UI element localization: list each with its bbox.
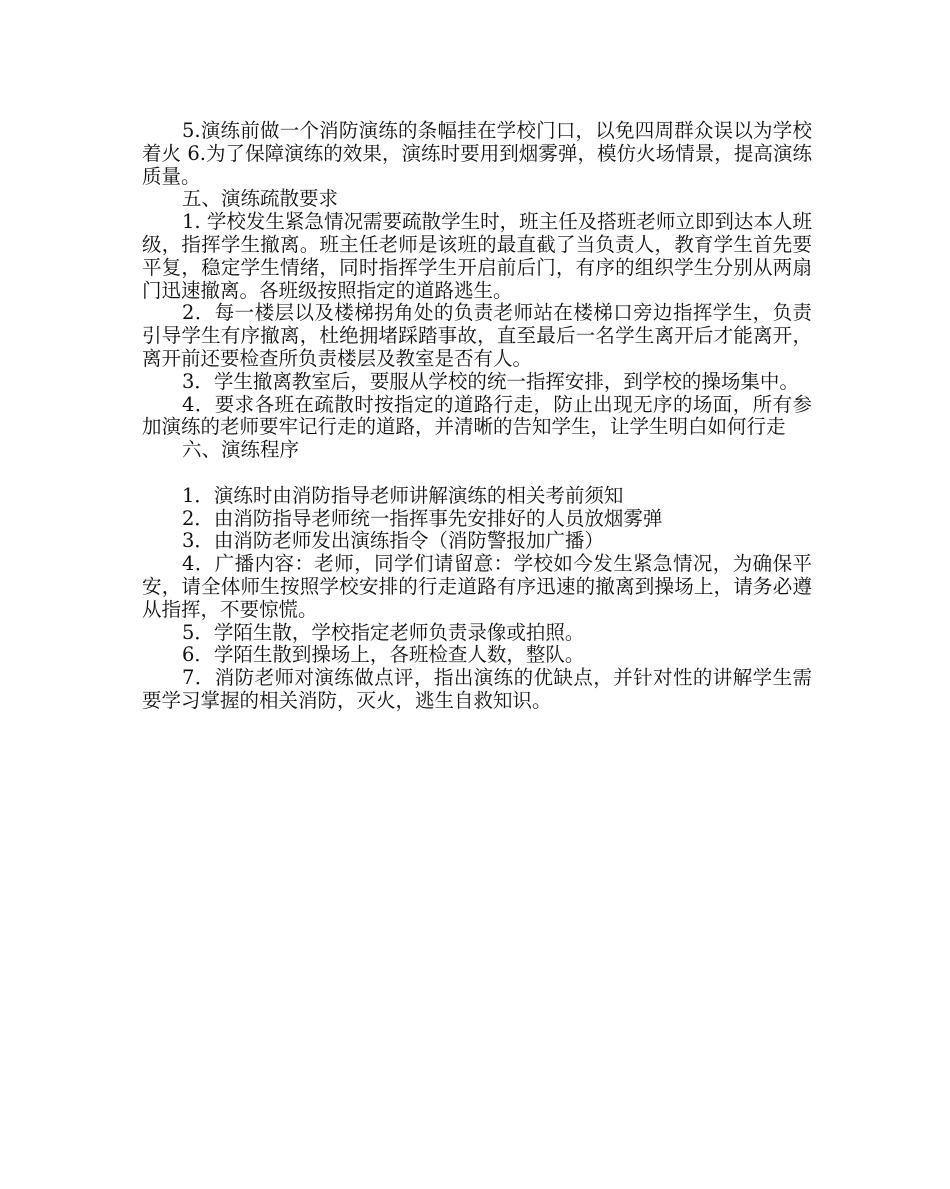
document-body	[142, 120, 812, 713]
paragraph-drill-banner: 5.演练前做一个消防演练的条幅挂在学校门口，以免四周群众误以为学校着火 6.为了保障演练的效果，演练时要用到烟雾弹，模仿火场情景，提高演练质量。	[142, 119, 812, 188]
paragraph-requirement-1: 1. 学校发生紧急情况需要疏散学生时，班主任及搭班老师立即到达本人班级，指挥学生撤离。班主任老师是该班的最直截了当负责人，教育学生首先要平复，稳定学生情绪，同时指挥学生开启前后门，有序的组织学生分别从两扇门迅速撤离。各班级按照指定的道路逃生。	[142, 210, 812, 302]
section-heading-drill-procedure: 六、演练程序	[182, 438, 300, 462]
paragraph-procedure-4: 4．广播内容：老师，同学们请留意：学校如今发生紧急情况，为确保平安，请全体师生按照学校安排的行走道路有序迅速的撤离到操场上，请务必遵从指挥，不要惊慌。	[142, 552, 812, 621]
section-heading-evacuation-requirements: 五、演练疏散要求	[182, 187, 339, 211]
paragraph-procedure-7: 7．消防老师对演练做点评，指出演练的优缺点，并针对性的讲解学生需要学习掌握的相关消防，灭火，逃生自救知识。	[142, 666, 812, 712]
paragraph-requirement-2: 2．每一楼层以及楼梯拐角处的负责老师站在楼梯口旁边指挥学生，负责引导学生有序撤离，杜绝拥堵踩踏事故，直至最后一名学生离开后才能离开，离开前还要检查所负责楼层及教室是否有人。	[142, 301, 812, 370]
paragraph-procedure-5: 5．学陌生散，学校指定老师负责录像或拍照。	[182, 620, 585, 644]
paragraph-requirement-3: 3．学生撤离教室后，要服从学校的统一指挥安排，到学校的操场集中。	[182, 369, 799, 393]
paragraph-procedure-3: 3．由消防老师发出演练指令（消防警报加广播）	[182, 529, 604, 553]
blank-line	[142, 462, 812, 485]
paragraph-requirement-4: 4．要求各班在疏散时按指定的道路行走，防止出现无序的场面，所有参加演练的老师要牢记行走的道路，并清晰的告知学生，让学生明白如何行走	[142, 392, 812, 439]
paragraph-procedure-6: 6．学陌生散到操场上，各班检查人数，整队。	[182, 643, 585, 667]
paragraph-procedure-2: 2．由消防指导老师统一指挥事先安排好的人员放烟雾弹	[182, 506, 663, 530]
paragraph-procedure-1: 1．演练时由消防指导老师讲解演练的相关考前须知	[182, 483, 624, 507]
